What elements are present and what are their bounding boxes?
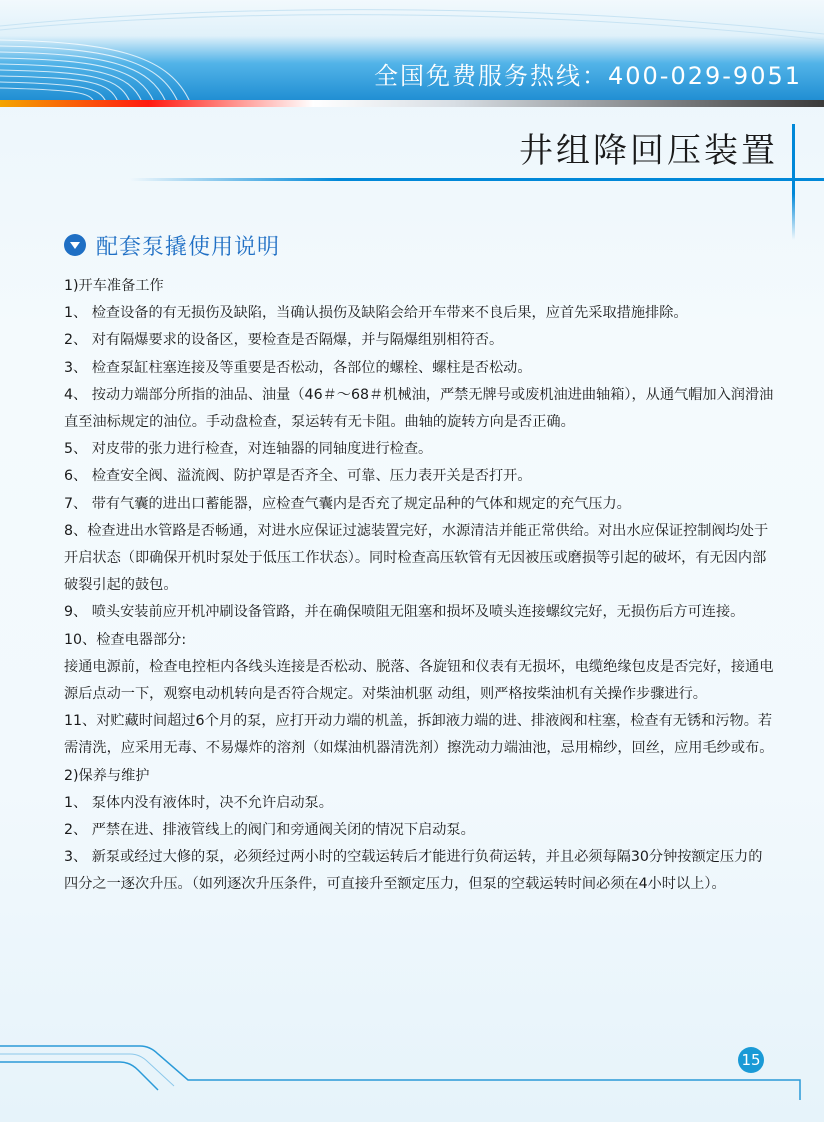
paragraph: 2、 严禁在进、排液管线上的阀门和旁通阀关闭的情况下启动泵。 bbox=[64, 822, 475, 839]
paragraph: 3、 检查泵缸柱塞连接及等重要是否松动，各部位的螺栓、螺柱是否松动。 bbox=[64, 359, 532, 376]
paragraph: 3、 新泵或经过大修的泵，必须经过两小时的空载运转后才能进行负荷运转，并且必须每隔30分钟按额定压力的四分之一逐次升压。（如列逐次升压条件，可直接升至额定压力，但泵的空载运转时间必须在4小时以上）。 bbox=[64, 849, 763, 893]
paragraph: 接通电源前，检查电控柜内各线头连接是否松动、脱落、各旋钮和仪表有无损坏，电缆绝缘包皮是否完好，接通电源后点动一下，观察电动机转向是否符合规定。对柴油机驱 动组，则严格按柴油机有关操作步骤进行。 bbox=[64, 658, 774, 703]
paragraph: 7、 带有气囊的进出口蓄能器，应检查气囊内是否充了规定品种的气体和规定的充气压力。 bbox=[64, 495, 631, 512]
paragraph: 1、 检查设备的有无损伤及缺陷，当确认损伤及缺陷会给开车带来不良后果，应首先采取措施排除。 bbox=[64, 305, 688, 322]
paragraph: 4、 按动力端部分所指的油品、油量（46＃～68＃机械油，严禁无牌号或废机油进曲轴箱），从通气帽加入润滑油直至油标规定的油位。手动盘检查，泵运转有无卡阻。曲轴的旋转方向是否正确。 bbox=[64, 386, 774, 431]
paragraph: 2、 对有隔爆要求的设备区，要检查是否隔爆，并与隔爆组别相符否。 bbox=[64, 332, 504, 349]
title-vertical-line bbox=[792, 124, 795, 240]
paragraph: 8、检查进出水管路是否畅通，对进水应保证过滤装置完好，水源清洁并能正常供给。对出水应保证控制阀均处于开启状态（即确保开机时泵处于低压工作状态）。同时检查高压软管有无因被压或磨损等引起的破坏，有无因内部破裂引起的鼓包。 bbox=[64, 522, 769, 594]
chevron-down-circle-icon bbox=[64, 234, 86, 256]
paragraph: 6、 检查安全阀、溢流阀、防护罩是否齐全、可靠、压力表开关是否打开。 bbox=[64, 468, 532, 485]
page-title: 井组降回压装置 bbox=[519, 131, 778, 171]
section-heading bbox=[64, 228, 280, 262]
header-color-stripe bbox=[0, 100, 824, 107]
paragraph: 1)开车准备工作 bbox=[64, 278, 164, 294]
paragraph: 5、 对皮带的张力进行检查，对连轴器的同轴度进行检查。 bbox=[64, 441, 433, 458]
body-text bbox=[64, 273, 776, 899]
hotline-text: 全国免费服务热线：400-029-9051 bbox=[373, 62, 802, 90]
paragraph: 1、 泵体内没有液体时，决不允许启动泵。 bbox=[64, 794, 333, 811]
footer-decoration bbox=[0, 1040, 824, 1122]
paragraph: 9、 喷头安装前应开机冲刷设备管路，并在确保喷阻无阻塞和损坏及喷头连接螺纹完好，无损伤后方可连接。 bbox=[64, 604, 745, 621]
paragraph: 11、对贮藏时间超过6个月的泵，应打开动力端的机盖，拆卸液力端的进、排液阀和柱塞，检查有无锈和污物。若需清洗，应采用无毒、不易爆炸的溶剂（如煤油机器清洗剂）擦洗动力端油池，忌用棉纱，回丝，应用毛纱或布。 bbox=[64, 713, 774, 757]
paragraph: 10、检查电器部分: bbox=[64, 631, 187, 648]
paragraph: 2)保养与维护 bbox=[64, 767, 150, 784]
section-title: 配套泵撬使用说明 bbox=[96, 234, 281, 260]
page-number: 15 bbox=[738, 1047, 764, 1073]
title-underline bbox=[130, 178, 824, 181]
